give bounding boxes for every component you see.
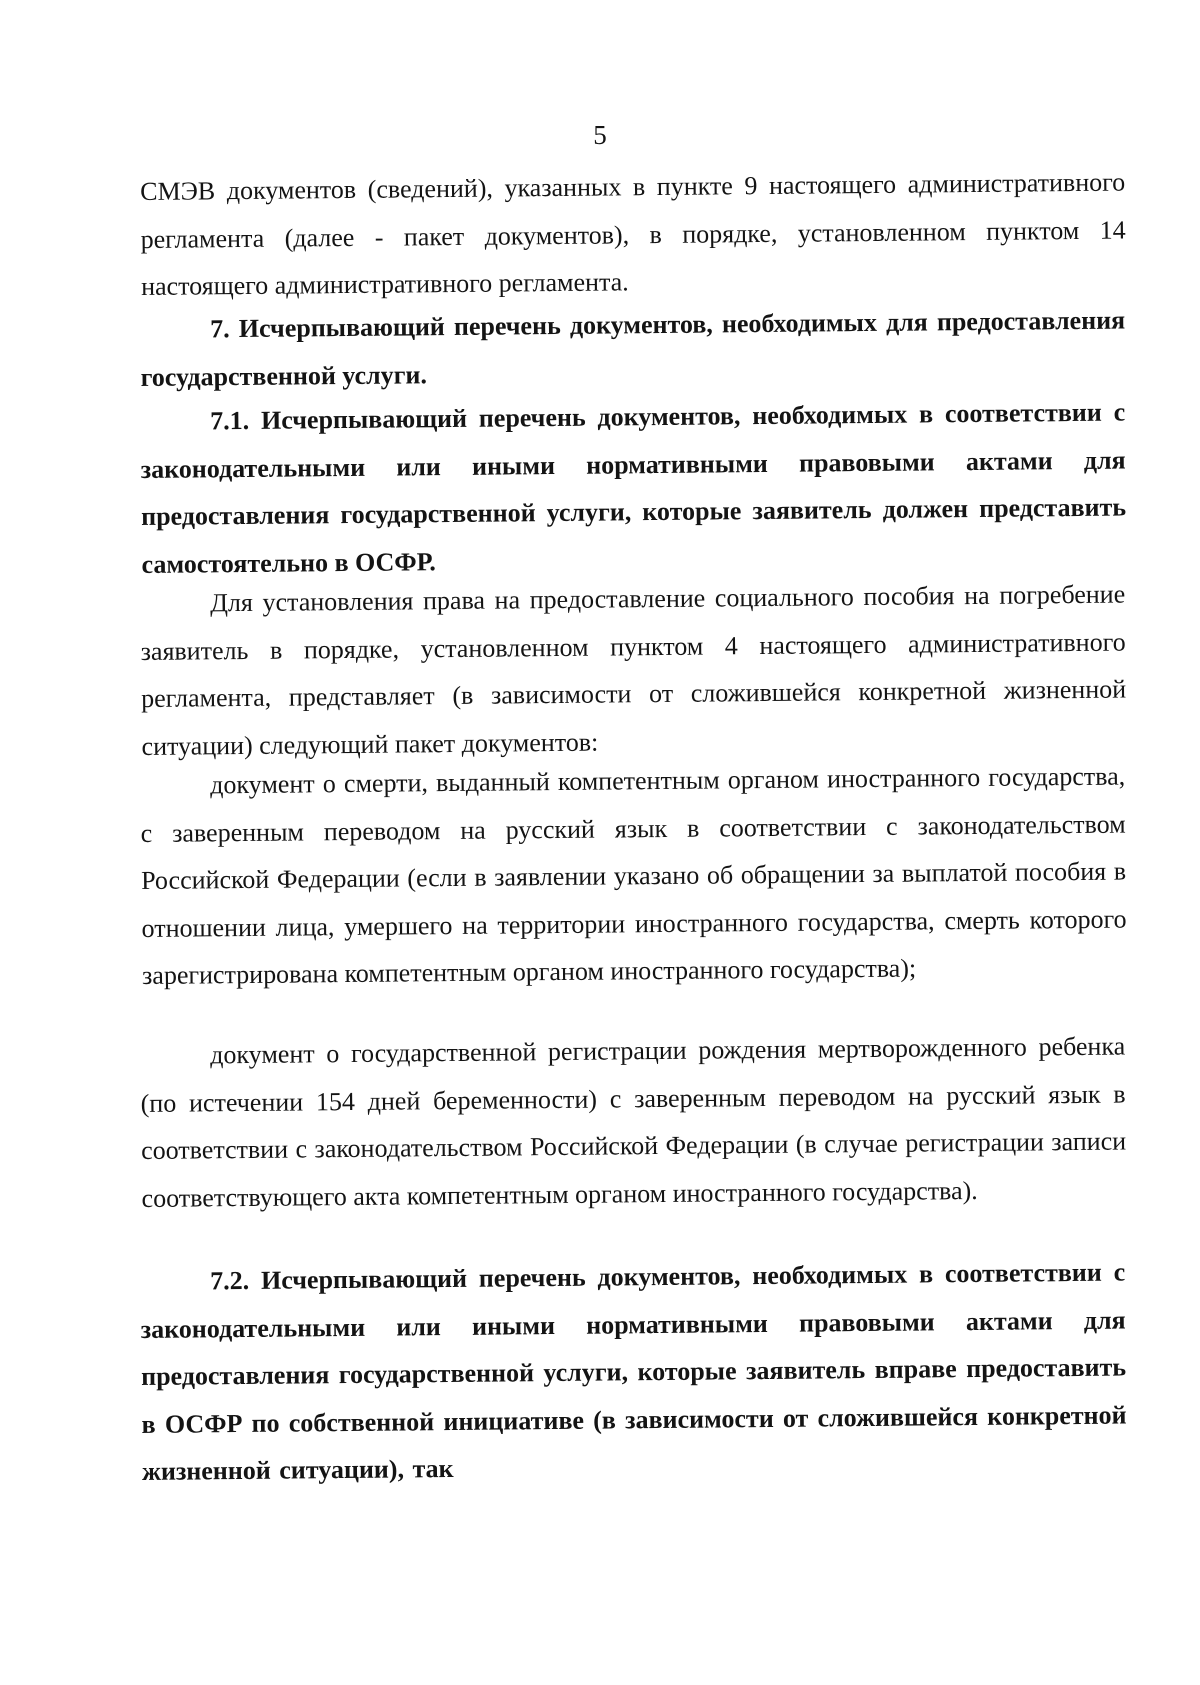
section-7-1-heading: 7.1. Исчерпывающий перечень документов, необходимых в соответствии с законодательными или иными нормативными правовыми актами для предоставления государственной услуги, которые заявитель должен представить самостоятельно в ОСФР. — [140, 397, 1127, 579]
page-number: 5 — [593, 120, 607, 150]
section-7-block — [140, 297, 1126, 401]
section-7-2-heading: 7.2. Исчерпывающий перечень документов, необходимых в соответствии с законодательными или иными нормативными правовыми актами для предоставления государственной услуги, которые заявитель вправе предоставить в ОСФР по собственной инициативе (в зависимости от сложившейся конкретной жизненной ситуации), так — [140, 1257, 1127, 1486]
right-paragraph-block — [140, 571, 1127, 770]
paragraph-stillborn-document: документ о государственной регистрации рождения мертворожденного ребенка (по истечении 154 дней беременности) с заверенным переводом на русский язык в соответствии с законодательством Российской Федерации (в случае регистрации записи соответствующего акта компетентным органом иностранного государства). — [140, 1031, 1127, 1213]
death-doc-block — [140, 753, 1127, 1000]
section-7-2-block — [140, 1249, 1127, 1496]
paragraph-right-establishment: Для установления права на предоставление социального пособия на погребение заявитель в порядке, установленном пунктом 4 настоящего административного регламента, представляет (в зависимости от сложившейся конкретной жизненной ситуации) следующий пакет документов: — [140, 579, 1127, 761]
stillborn-doc-block — [140, 1023, 1127, 1222]
section-7-1-block — [140, 389, 1127, 588]
intro-paragraph-block — [140, 159, 1126, 311]
intro-paragraph: СМЭВ документов (сведений), указанных в пункте 9 настоящего административного регламента (далее - пакет документов), в порядке, установленном пунктом 14 настоящего административного регламента. — [140, 167, 1126, 301]
paragraph-death-document: документ о смерти, выданный компетентным органом иностранного государства, с заверенным переводом на русский язык в соответствии с законодательством Российской Федерации (если в заявлении указано об обращении за выплатой пособия в отношении лица, умершего на территории иностранного государства, смерть которого зарегистрирована компетентным органом иностранного государства); — [140, 761, 1127, 990]
section-7-heading: 7. Исчерпывающий перечень документов, необходимых для предоставления государственной услуги. — [140, 305, 1126, 392]
